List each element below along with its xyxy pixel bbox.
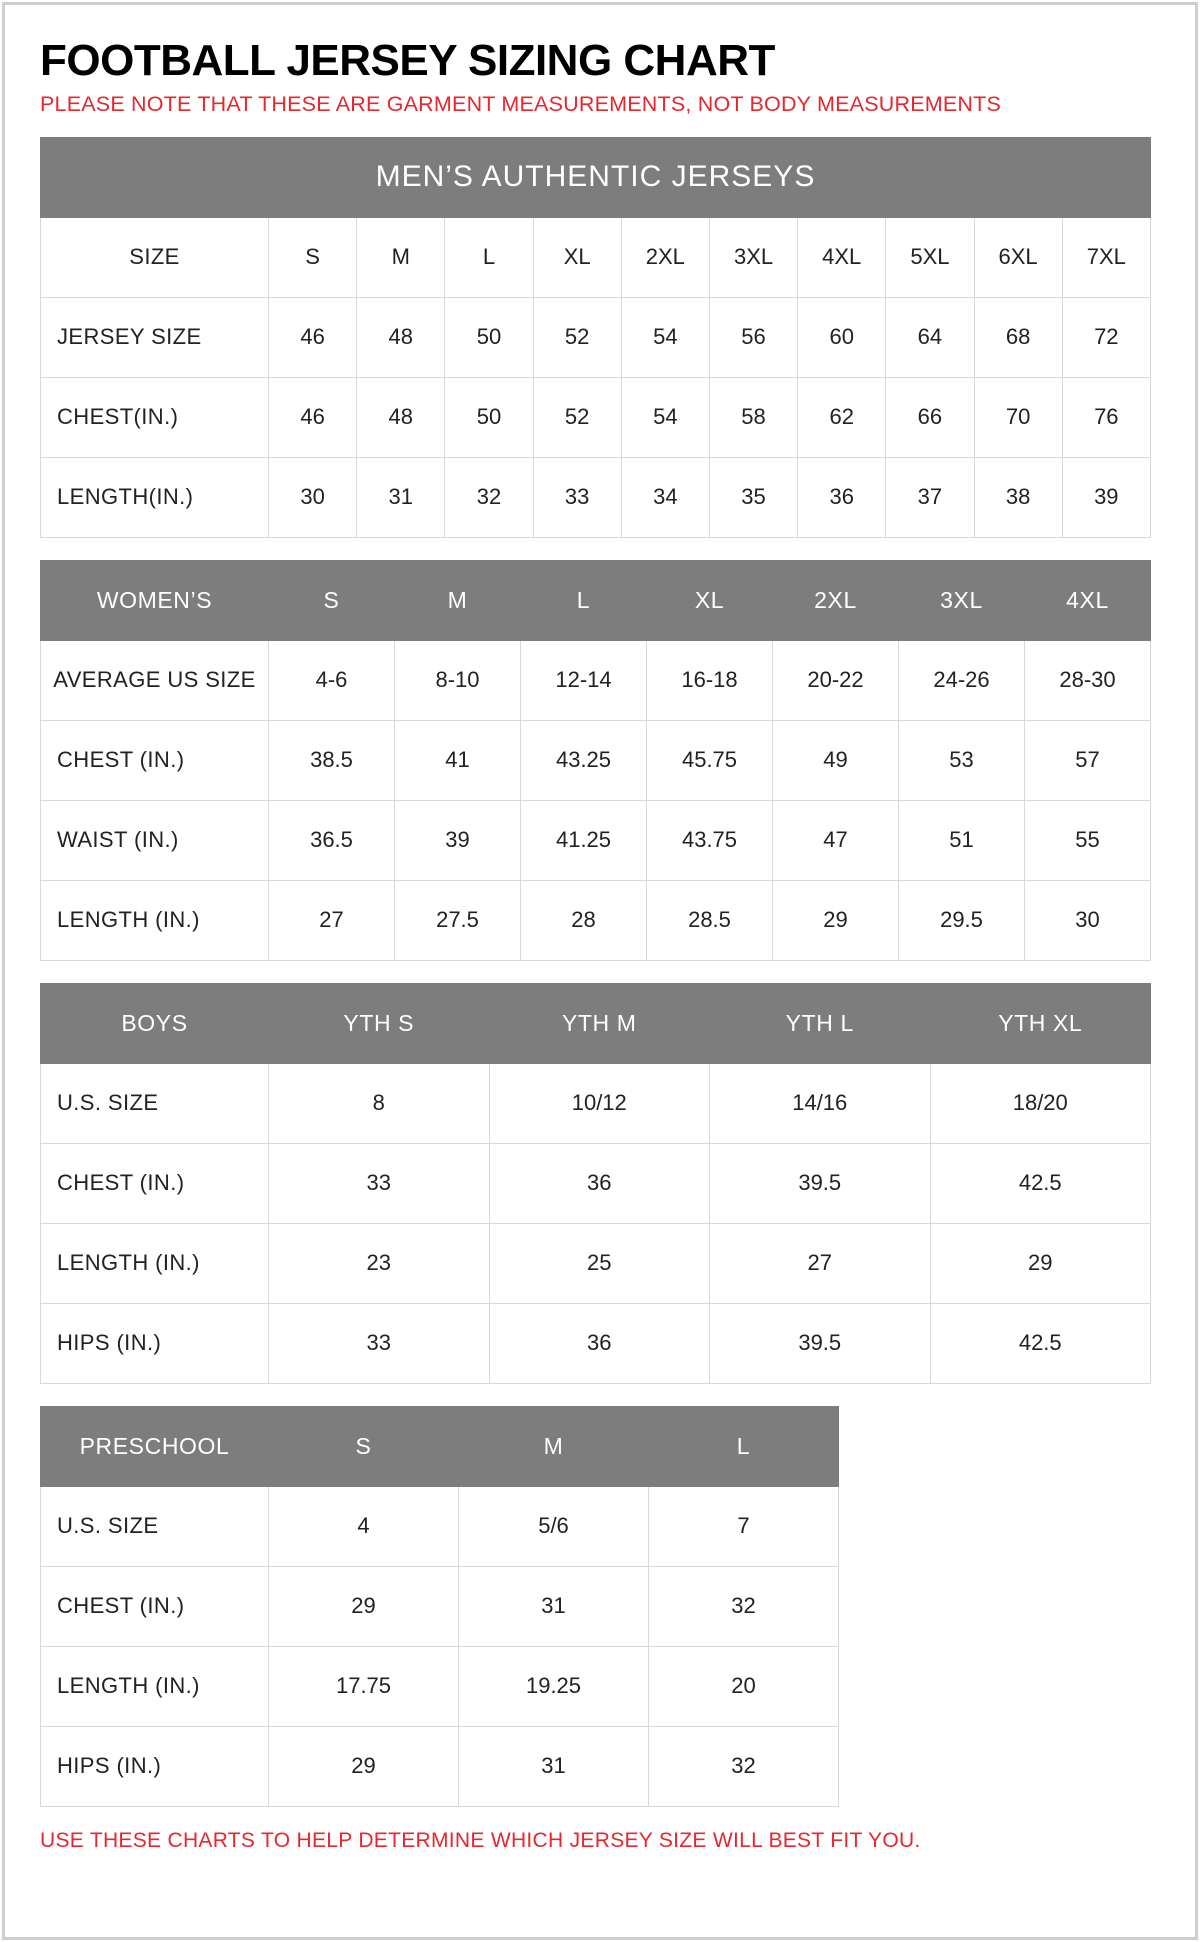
mens-size-cell: 6XL [974,217,1062,297]
cell: 29 [269,1726,459,1806]
table-row [41,1223,1151,1303]
womens-size-cell: L [521,560,647,640]
cell: 27 [710,1223,931,1303]
cell: 27 [269,880,395,960]
boys-size-cell: YTH L [710,983,931,1063]
cell: 5/6 [459,1486,649,1566]
cell: 56 [709,297,797,377]
cell: 39.5 [710,1143,931,1223]
cell: 50 [445,377,533,457]
boys-size-cell: YTH S [269,983,490,1063]
cell: 27.5 [395,880,521,960]
womens-size-cell: XL [647,560,773,640]
womens-size-cell: S [269,560,395,640]
cell: 31 [459,1726,649,1806]
cell: 43.25 [521,720,647,800]
table-row [41,1143,1151,1223]
table-row [41,377,1151,457]
row-label: U.S. SIZE [41,1063,269,1143]
cell: 14/16 [710,1063,931,1143]
cell: 46 [269,297,357,377]
cell: 38 [974,457,1062,537]
table-row [41,1063,1151,1143]
cell: 68 [974,297,1062,377]
preschool-size-cell: L [649,1406,839,1486]
cell: 36 [798,457,886,537]
boys-size-cell: YTH XL [930,983,1151,1063]
cell: 18/20 [930,1063,1151,1143]
preschool-size-cell: M [459,1406,649,1486]
cell: 30 [1025,880,1151,960]
table-banner-row [41,137,1151,217]
cell: 33 [269,1143,490,1223]
cell: 58 [709,377,797,457]
cell: 46 [269,377,357,457]
cell: 4-6 [269,640,395,720]
womens-jersey-size-table [40,560,1151,961]
mens-size-label: SIZE [41,217,269,297]
cell: 55 [1025,800,1151,880]
cell: 23 [269,1223,490,1303]
mens-jersey-size-table [40,137,1151,538]
table-header-row [41,1406,839,1486]
cell: 33 [269,1303,490,1383]
page-title: FOOTBALL JERSEY SIZING CHART [40,36,775,85]
cell: 35 [709,457,797,537]
cell: 62 [798,377,886,457]
boys-label: BOYS [41,983,269,1063]
cell: 37 [886,457,974,537]
row-label: LENGTH(IN.) [41,457,269,537]
cell: 50 [445,297,533,377]
womens-size-cell: M [395,560,521,640]
table-row [41,640,1151,720]
cell: 39 [1062,457,1150,537]
row-label: HIPS (IN.) [41,1303,269,1383]
cell: 66 [886,377,974,457]
table-row [41,1726,839,1806]
mens-size-cell: 4XL [798,217,886,297]
table-row [41,800,1151,880]
cell: 53 [899,720,1025,800]
preschool-label: PRESCHOOL [41,1406,269,1486]
row-label: WAIST (IN.) [41,800,269,880]
cell: 76 [1062,377,1150,457]
cell: 64 [886,297,974,377]
mens-size-cell: L [445,217,533,297]
row-label: CHEST (IN.) [41,1143,269,1223]
cell: 42.5 [930,1303,1151,1383]
cell: 30 [269,457,357,537]
cell: 54 [621,377,709,457]
cell: 29 [930,1223,1151,1303]
cell: 31 [459,1566,649,1646]
table-row [41,1486,839,1566]
cell: 34 [621,457,709,537]
cell: 32 [649,1726,839,1806]
boys-size-cell: YTH M [489,983,710,1063]
cell: 39 [395,800,521,880]
cell: 36 [489,1143,710,1223]
table-row [41,297,1151,377]
table-row [41,1646,839,1726]
cell: 48 [357,377,445,457]
cell: 28-30 [1025,640,1151,720]
row-label: U.S. SIZE [41,1486,269,1566]
row-label: CHEST (IN.) [41,1566,269,1646]
cell: 42.5 [930,1143,1151,1223]
cell: 8 [269,1063,490,1143]
cell: 72 [1062,297,1150,377]
row-label: JERSEY SIZE [41,297,269,377]
womens-size-cell: 3XL [899,560,1025,640]
cell: 28.5 [647,880,773,960]
cell: 20-22 [773,640,899,720]
mens-size-cell: 2XL [621,217,709,297]
mens-banner: MEN’S AUTHENTIC JERSEYS [41,137,1151,217]
preschool-jersey-size-table [40,1406,839,1807]
cell: 20 [649,1646,839,1726]
cell: 29.5 [899,880,1025,960]
cell: 43.75 [647,800,773,880]
cell: 17.75 [269,1646,459,1726]
boys-jersey-size-table [40,983,1151,1384]
cell: 8-10 [395,640,521,720]
table-row [41,1566,839,1646]
table-header-row [41,983,1151,1063]
cell: 38.5 [269,720,395,800]
cell: 12-14 [521,640,647,720]
cell: 41.25 [521,800,647,880]
cell: 51 [899,800,1025,880]
row-label: CHEST (IN.) [41,720,269,800]
mens-size-cell: 5XL [886,217,974,297]
cell: 52 [533,297,621,377]
cell: 45.75 [647,720,773,800]
table-header-row [41,560,1151,640]
row-label: CHEST(IN.) [41,377,269,457]
cell: 24-26 [899,640,1025,720]
cell: 32 [445,457,533,537]
cell: 28 [521,880,647,960]
cell: 31 [357,457,445,537]
cell: 54 [621,297,709,377]
womens-size-cell: 4XL [1025,560,1151,640]
mens-size-cell: M [357,217,445,297]
row-label: LENGTH (IN.) [41,880,269,960]
cell: 7 [649,1486,839,1566]
cell: 29 [773,880,899,960]
cell: 60 [798,297,886,377]
cell: 19.25 [459,1646,649,1726]
cell: 36.5 [269,800,395,880]
cell: 32 [649,1566,839,1646]
measurement-disclaimer: PLEASE NOTE THAT THESE ARE GARMENT MEASUREMENTS, NOT BODY MEASUREMENTS [40,92,1001,117]
cell: 49 [773,720,899,800]
table-row [41,720,1151,800]
cell: 41 [395,720,521,800]
preschool-size-cell: S [269,1406,459,1486]
cell: 25 [489,1223,710,1303]
womens-label: WOMEN’S [41,560,269,640]
cell: 36 [489,1303,710,1383]
cell: 29 [269,1566,459,1646]
row-label: LENGTH (IN.) [41,1223,269,1303]
table-row [41,457,1151,537]
table-row [41,880,1151,960]
footer-note: USE THESE CHARTS TO HELP DETERMINE WHICH JERSEY SIZE WILL BEST FIT YOU. [40,1828,921,1852]
table-row [41,1303,1151,1383]
row-label: HIPS (IN.) [41,1726,269,1806]
mens-size-cell: XL [533,217,621,297]
cell: 47 [773,800,899,880]
mens-size-cell: S [269,217,357,297]
cell: 16-18 [647,640,773,720]
cell: 70 [974,377,1062,457]
cell: 10/12 [489,1063,710,1143]
cell: 52 [533,377,621,457]
womens-size-cell: 2XL [773,560,899,640]
cell: 48 [357,297,445,377]
cell: 39.5 [710,1303,931,1383]
mens-size-cell: 3XL [709,217,797,297]
table-row [41,217,1151,297]
row-label: LENGTH (IN.) [41,1646,269,1726]
mens-size-cell: 7XL [1062,217,1150,297]
cell: 4 [269,1486,459,1566]
row-label: AVERAGE US SIZE [41,640,269,720]
cell: 57 [1025,720,1151,800]
cell: 33 [533,457,621,537]
